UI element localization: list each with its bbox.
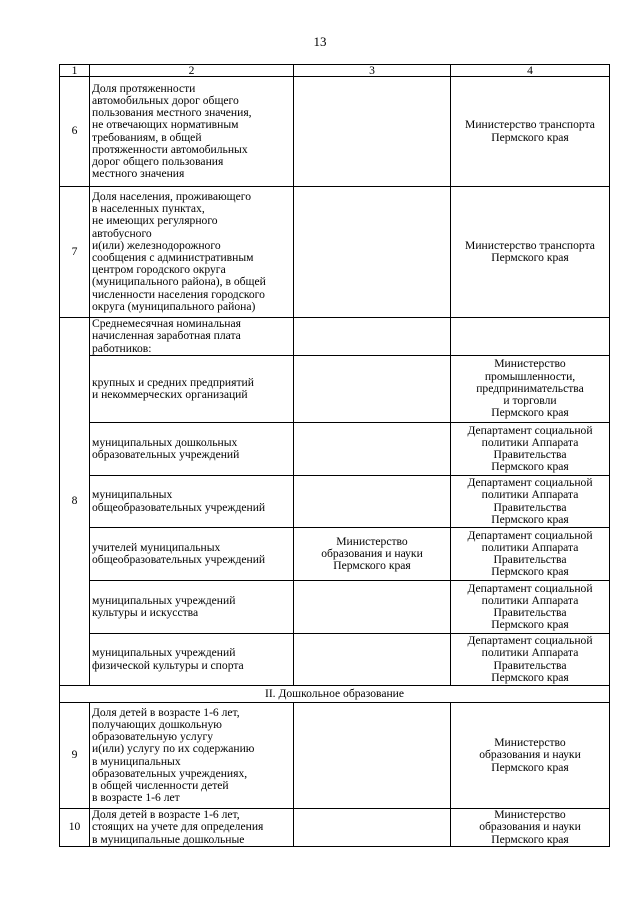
indicators-table <box>59 64 610 847</box>
responsible-body: Министерство промышленности, предпринимательства и торговли Пермского края <box>451 356 610 423</box>
row-col3 <box>294 356 451 423</box>
row-col3 <box>294 423 451 476</box>
row-col3: Министерство образования и науки Пермского края <box>294 528 451 581</box>
table-row <box>60 809 610 847</box>
indicator-subitem: муниципальных учреждений культуры и искусства <box>90 581 294 634</box>
row-number: 8 <box>60 318 90 686</box>
header-col-2: 2 <box>90 65 294 77</box>
row-col3 <box>294 581 451 634</box>
indicator-text: Доля детей в возрасте 1-6 лет, получающих дошкольную образовательную услугу и(или) услугу по их содержанию в муниципальных образовательных учреждениях, в общей численности детей в возрасте 1-6 лет <box>90 703 294 809</box>
indicator-text: Доля детей в возрасте 1-6 лет, стоящих на учете для определения в муниципальные дошкольные <box>90 809 294 847</box>
section-title: II. Дошкольное образование <box>60 686 610 703</box>
page-number: 13 <box>313 34 327 49</box>
table-subrow <box>60 423 610 476</box>
row-col3 <box>294 476 451 528</box>
responsible-body: Министерство образования и науки Пермского края <box>451 703 610 809</box>
table-subrow <box>60 356 610 423</box>
responsible-body: Департамент социальной политики Аппарата Правительства Пермского края <box>451 476 610 528</box>
table-row <box>60 318 610 356</box>
responsible-body: Министерство транспорта Пермского края <box>451 187 610 318</box>
header-col-4: 4 <box>451 65 610 77</box>
header-col-1: 1 <box>60 65 90 77</box>
row-number: 10 <box>60 809 90 847</box>
section-row <box>60 686 610 703</box>
table-row <box>60 187 610 318</box>
indicator-subitem: муниципальных дошкольных образовательных учреждений <box>90 423 294 476</box>
row-number: 6 <box>60 77 90 187</box>
row-col3 <box>294 809 451 847</box>
indicator-text: Среднемесячная номинальная начисленная заработная плата работников: <box>90 318 294 356</box>
row-number: 7 <box>60 187 90 318</box>
indicator-subitem: муниципальных общеобразовательных учреждений <box>90 476 294 528</box>
table-subrow <box>60 528 610 581</box>
indicator-subitem: муниципальных учреждений физической культуры и спорта <box>90 634 294 686</box>
table-subrow <box>60 476 610 528</box>
indicator-text: Доля протяженности автомобильных дорог общего пользования местного значения, не отвечающих нормативным требованиям, в общей протяженности автомобильных дорог общего пользования местного значения <box>90 77 294 187</box>
row-col3 <box>294 77 451 187</box>
responsible-body: Департамент социальной политики Аппарата Правительства Пермского края <box>451 634 610 686</box>
responsible-body: Департамент социальной политики Аппарата Правительства Пермского края <box>451 528 610 581</box>
responsible-body: Министерство образования и науки Пермского края <box>451 809 610 847</box>
responsible-body: Департамент социальной политики Аппарата Правительства Пермского края <box>451 581 610 634</box>
row-col3 <box>294 703 451 809</box>
header-col-3: 3 <box>294 65 451 77</box>
table-row <box>60 77 610 187</box>
table-header-row <box>60 65 610 77</box>
responsible-body: Министерство транспорта Пермского края <box>451 77 610 187</box>
table-row <box>60 703 610 809</box>
table-subrow <box>60 581 610 634</box>
indicator-subitem: учителей муниципальных общеобразовательных учреждений <box>90 528 294 581</box>
row-col3 <box>294 634 451 686</box>
table-subrow <box>60 634 610 686</box>
responsible-body: Департамент социальной политики Аппарата Правительства Пермского края <box>451 423 610 476</box>
indicator-subitem: крупных и средних предприятий и некоммерческих организаций <box>90 356 294 423</box>
row-number: 9 <box>60 703 90 809</box>
row-col3 <box>294 187 451 318</box>
indicator-text: Доля населения, проживающего в населенных пунктах, не имеющих регулярного автобусного и(или) железнодорожного сообщения с административным центром городского округа (муниципального района), в общей численности населения городского округа (муниципального района) <box>90 187 294 318</box>
